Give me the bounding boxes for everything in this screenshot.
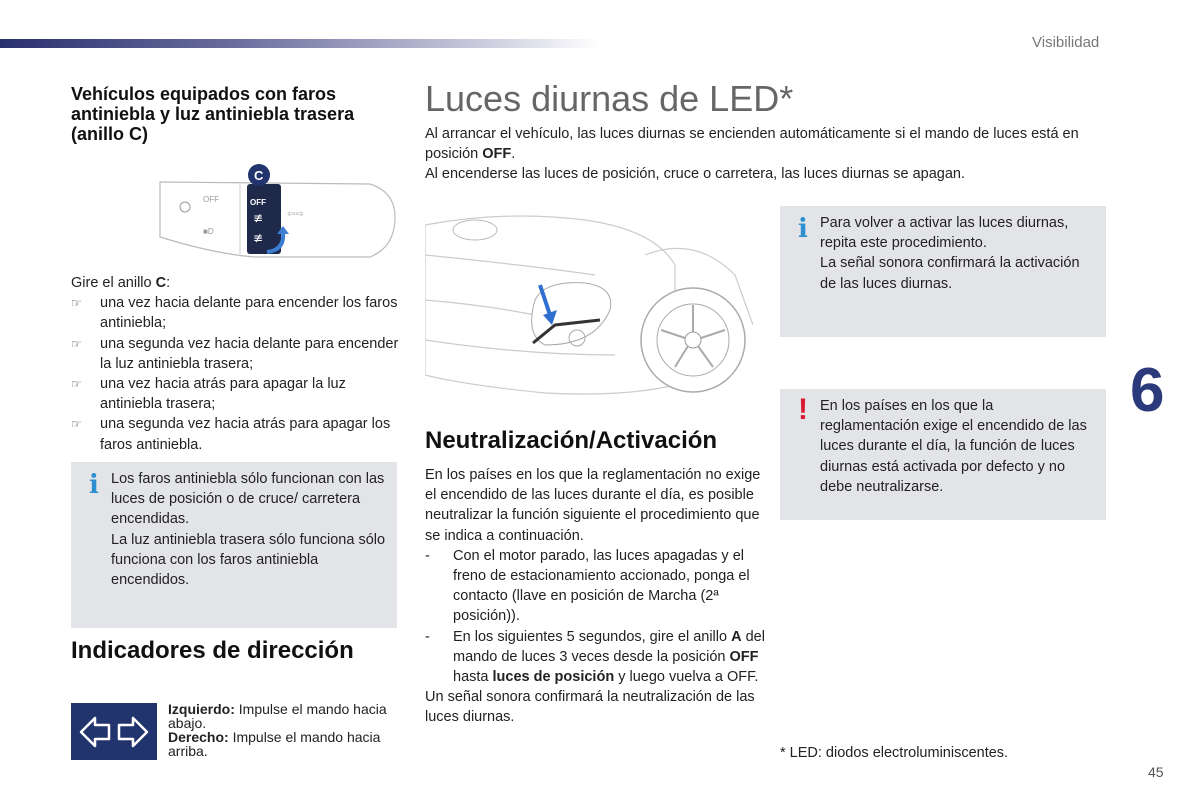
neutralization-heading: Neutralización/Activación — [425, 427, 718, 454]
hand-pointer-icon: ☞ — [71, 417, 82, 432]
list-item: ☞ una vez hacia atrás para apagar la luz antiniebla trasera; — [71, 376, 346, 413]
fog-bullet-list — [71, 293, 401, 455]
svg-text:■D: ■D — [203, 227, 214, 236]
list-item: ☞ una vez hacia delante para encender los faros antiniebla; — [71, 295, 398, 332]
page-number: 45 — [1148, 764, 1164, 780]
info-text: Para volver a activar las luces diurnas, repita este procedimiento. — [820, 215, 1069, 252]
info-text: La señal sonora confirmará la activación de las luces diurnas. — [820, 255, 1080, 292]
hand-pointer-icon: ☞ — [71, 377, 82, 392]
led-paragraph-1: Al arrancar el vehículo, las luces diurnas se encienden automáticamente si el mando de luces está en posición OFF. — [425, 126, 1079, 163]
led-warning-box — [780, 389, 1106, 520]
led-paragraph-2: Al encenderse las luces de posición, cruce o carretera, las luces diurnas se apagan. — [425, 166, 966, 183]
list-item: ☞ una segunda vez hacia atrás para apagar los faros antiniebla. — [71, 416, 391, 453]
info-text: La luz antiniebla trasera sólo funciona sólo funciona con los faros antiniebla encendidos. — [111, 531, 386, 589]
led-title: Luces diurnas de LED* — [425, 78, 794, 119]
left-indicator-text: Izquierdo: Impulse el mando hacia abajo. — [168, 701, 387, 731]
svg-text:OFF: OFF — [250, 198, 266, 207]
svg-text:OFF: OFF — [203, 195, 219, 204]
svg-text:⇦⇨: ⇦⇨ — [287, 209, 304, 220]
list-item: ☞ una segunda vez hacia delante para encender la luz antiniebla trasera; — [71, 335, 399, 372]
neutralization-intro: En los países en los que la reglamentación no exige el encendido de las luces durante el día, es posible neutralizar la función siguiente el procedimiento que se indica a continuación. — [425, 467, 761, 544]
svg-text:≢: ≢ — [253, 231, 264, 245]
fog-intro: Gire el anillo C: — [71, 275, 171, 291]
section-title: Visibilidad — [1032, 34, 1100, 51]
turn-signal-arrows — [71, 703, 157, 760]
fog-info-box — [71, 462, 397, 628]
indicators-section — [71, 639, 371, 663]
header-gradient-bar — [0, 39, 600, 48]
neutralization-steps — [425, 546, 765, 687]
led-footnote: * LED: diodos electroluminiscentes. — [780, 745, 1009, 761]
warning-exclamation-icon: ! — [798, 393, 808, 426]
warning-text: En los países en los que la reglamentación exige el encendido de las luces durante el día, la función de luces diurnas está activada por defecto y no debe neutralizarse. — [820, 398, 1087, 495]
fog-instructions — [71, 273, 401, 455]
info-icon: i — [89, 470, 99, 500]
info-icon: i — [798, 214, 808, 244]
left-right-arrows-icon — [71, 703, 157, 760]
right-indicator-text: Derecho: Impulse el mando hacia arriba. — [168, 729, 381, 759]
led-intro — [425, 124, 1115, 185]
neutralization-outro: Un señal sonora confirmará la neutralización de las luces diurnas. — [425, 689, 755, 726]
hand-pointer-icon: ☞ — [71, 296, 82, 311]
fog-lights-section — [71, 84, 401, 144]
neutralization-section — [425, 429, 765, 728]
hand-pointer-icon: ☞ — [71, 336, 82, 351]
svg-text:≢: ≢ — [253, 211, 264, 225]
indicators-text — [168, 702, 388, 758]
indicators-heading: Indicadores de dirección — [71, 637, 354, 664]
car-front-illustration — [425, 205, 753, 415]
chapter-number: 6 — [1130, 356, 1165, 425]
light-stalk-illustration — [155, 162, 400, 267]
list-item: - En los siguientes 5 segundos, gire el anillo A del mando de luces 3 veces desde la posición OFF hasta luces de posición y luego vuelva a OFF. — [425, 628, 765, 686]
info-text: Los faros antiniebla sólo funcionan con las luces de posición o de cruce/ carretera encendidas. — [111, 471, 385, 528]
svg-text:C: C — [254, 168, 264, 183]
led-info-box — [780, 206, 1106, 337]
fog-heading: Vehículos equipados con faros antiniebla y luz antiniebla trasera (anillo C) — [71, 84, 355, 144]
list-item: - Con el motor parado, las luces apagadas y el freno de estacionamiento accionado, ponga el contacto (llave en posición de Marcha (2ª posición)). — [425, 547, 750, 625]
